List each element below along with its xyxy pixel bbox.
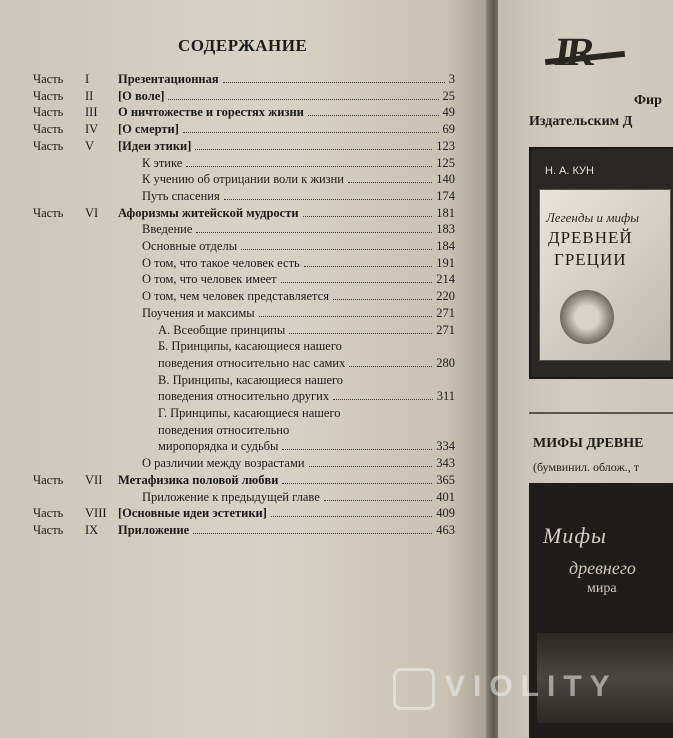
toc-part-number: II	[85, 88, 94, 103]
toc-row	[0, 189, 480, 206]
toc-leader-dots	[223, 82, 445, 83]
toc-row	[0, 490, 480, 507]
toc-row	[0, 222, 480, 239]
toc-leader-dots	[304, 266, 433, 267]
toc-part-number: VI	[85, 205, 99, 220]
toc-entry-title: Введение	[142, 222, 193, 237]
toc-entry-title: [О смерти]	[118, 122, 179, 137]
toc-row	[0, 323, 480, 340]
toc-row	[0, 172, 480, 189]
toc-leader-dots	[282, 483, 432, 484]
publisher-logo: IR	[551, 29, 595, 74]
toc-entry-title: О том, что такое человек есть	[142, 255, 300, 270]
toc-row	[0, 506, 480, 523]
toc-row	[0, 289, 480, 306]
toc-entry-title: поведения относительно нас самих	[158, 355, 346, 370]
toc-leader-dots	[193, 533, 432, 534]
toc-entry	[142, 239, 455, 254]
toc-part-label: Часть	[33, 105, 64, 120]
toc-part-label: Часть	[33, 205, 64, 220]
toc-entry-title: О различии между возрастами	[142, 456, 305, 471]
toc-row	[0, 356, 480, 373]
toc-leader-dots	[333, 299, 432, 300]
toc-row	[0, 523, 480, 540]
toc-leader-dots	[303, 216, 433, 217]
toc-entry	[158, 389, 455, 404]
toc-page-number: 311	[436, 389, 455, 404]
toc-entry	[142, 156, 455, 171]
toc-entry-title: Г. Принципы, касающиеся нашего	[158, 406, 341, 420]
toc-entry-title: Поучения и максимы	[142, 305, 255, 320]
toc-part-number: VIII	[85, 506, 107, 521]
toc-part-number: I	[85, 72, 90, 86]
toc-page-number: 343	[436, 456, 455, 471]
book-gutter	[486, 0, 498, 738]
book-title-line-2: ДРЕВНЕЙ	[548, 228, 633, 247]
toc-part-number: IX	[85, 522, 99, 537]
toc-row	[0, 272, 480, 289]
toc-entry	[158, 339, 455, 354]
watermark-text: VIOLITY	[445, 670, 618, 703]
toc-part-number: III	[85, 105, 98, 120]
book-title-line-3: ГРЕЦИИ	[554, 250, 627, 269]
toc-entry-title: О том, что человек имеет	[142, 272, 277, 287]
toc-part-label: Часть	[33, 472, 64, 487]
toc-entry	[142, 189, 455, 204]
toc-entry-title: [О воле]	[118, 88, 165, 103]
toc-entry	[158, 373, 455, 388]
toc-entry-title: Афоризмы житейской мудрости	[118, 205, 299, 220]
toc-leader-dots	[309, 466, 433, 467]
toc-row	[0, 256, 480, 273]
toc-page-number: 280	[436, 355, 455, 370]
toc-row	[0, 439, 480, 456]
toc-entry	[118, 139, 455, 154]
toc-part-number: V	[85, 138, 95, 153]
toc-page-number: 271	[436, 322, 455, 337]
toc-part-label: Часть	[33, 122, 64, 137]
toc-page-number: 123	[436, 138, 455, 153]
toc-page-number: 69	[442, 122, 455, 137]
book-author: Н. А. КУН	[545, 165, 594, 177]
toc-leader-dots	[224, 199, 433, 200]
toc-entry	[118, 89, 455, 104]
publisher-line-1: Фир	[634, 93, 662, 108]
toc-leader-dots	[289, 333, 432, 334]
toc-leader-dots	[333, 399, 433, 400]
toc-entry	[118, 523, 455, 538]
toc-part-number: IV	[85, 122, 99, 137]
book2-title-line-2: древнего	[569, 558, 636, 578]
toc-page-number: 191	[436, 255, 455, 270]
toc-row	[0, 389, 480, 406]
watermark-logo-icon	[393, 668, 435, 710]
toc-entry-title: [Основные идеи эстетики]	[118, 506, 267, 521]
toc-entry	[118, 72, 455, 87]
toc-page-number: 220	[436, 289, 455, 304]
medusa-medallion-icon	[560, 290, 614, 344]
toc-entry	[118, 122, 455, 137]
toc-entry	[158, 406, 455, 421]
toc-row	[0, 239, 480, 256]
toc-row	[0, 373, 480, 390]
toc-page-number: 49	[442, 105, 455, 120]
toc-page-number: 463	[436, 522, 455, 537]
toc-leader-dots	[282, 449, 432, 450]
toc-leader-dots	[196, 232, 432, 233]
toc-row	[0, 473, 480, 490]
toc-entry	[142, 306, 455, 321]
toc-page-number: 3	[448, 72, 455, 86]
book-cover-legends-greece	[529, 147, 673, 379]
toc-title: СОДЕРЖАНИЕ	[178, 36, 308, 55]
toc-entry	[142, 456, 455, 471]
toc-leader-dots	[324, 500, 433, 501]
toc-part-number: VII	[85, 472, 103, 487]
toc-row	[0, 72, 480, 89]
toc-leader-dots	[349, 366, 432, 367]
toc-page-number: 214	[436, 272, 455, 287]
book-cover-art	[539, 189, 671, 361]
toc-part-label: Часть	[33, 522, 64, 537]
toc-entry-title: К учению об отрицании воли к жизни	[142, 172, 344, 187]
publisher-line-2: Издательским Д	[529, 114, 633, 129]
toc-row	[0, 156, 480, 173]
toc-page-number: 334	[436, 439, 455, 454]
toc-row	[0, 122, 480, 139]
toc-entry	[142, 172, 455, 187]
book2-subtitle: (бумвинил. облож., т	[533, 460, 640, 474]
toc-leader-dots	[186, 166, 432, 167]
book-title-line-1: Легенды и мифы	[546, 210, 640, 225]
toc-entry-title: О ничтожестве и горестях жизни	[118, 105, 304, 120]
toc-leader-dots	[183, 132, 439, 133]
toc-page-number: 183	[436, 222, 455, 237]
toc-page-number: 401	[436, 489, 455, 504]
toc-entry-title: Путь спасения	[142, 188, 220, 203]
toc-page-number: 271	[436, 305, 455, 320]
toc-entry	[158, 439, 455, 454]
toc-row	[0, 339, 480, 356]
toc-row	[0, 456, 480, 473]
toc-row	[0, 406, 480, 423]
toc-leader-dots	[168, 99, 438, 100]
toc-entry-title: поведения относительно других	[158, 389, 330, 404]
toc-leader-dots	[271, 516, 432, 517]
toc-entry-title: Приложение	[118, 522, 190, 537]
book2-heading: МИФЫ ДРЕВНЕ	[533, 436, 644, 451]
toc-leader-dots	[281, 282, 433, 283]
toc-entry	[142, 256, 455, 271]
toc-entry	[158, 423, 455, 438]
toc-row	[0, 139, 480, 156]
toc-entry-title: О том, чем человек представляется	[142, 289, 329, 304]
toc-entry	[142, 272, 455, 287]
toc-entry-title: [Идеи этики]	[118, 138, 192, 153]
toc-page-number: 365	[436, 472, 455, 487]
toc-row	[0, 306, 480, 323]
toc-entry	[142, 289, 455, 304]
toc-entry	[118, 206, 455, 221]
toc-entry-title: Основные отделы	[142, 239, 238, 253]
toc-page-number: 409	[436, 506, 455, 521]
toc-entry-title: миропорядка и судьбы	[158, 439, 279, 454]
toc-row	[0, 89, 480, 106]
toc-leader-dots	[241, 249, 432, 250]
toc-entry-title: Приложение к предыдущей главе	[142, 489, 320, 504]
toc-leader-dots	[259, 316, 433, 317]
toc-part-label: Часть	[33, 138, 64, 153]
toc-row	[0, 206, 480, 223]
toc-page-number: 174	[436, 188, 455, 203]
book2-title-line-1: Мифы	[543, 523, 607, 548]
toc-entry-title: К этике	[142, 155, 183, 170]
toc-entry	[158, 323, 455, 338]
toc-entry-title: Б. Принципы, касающиеся нашего	[158, 339, 342, 354]
toc-entry	[142, 490, 455, 505]
toc-page-number: 181	[436, 205, 455, 220]
toc-entry	[142, 222, 455, 237]
toc-row	[0, 105, 480, 122]
toc-entry-title: В. Принципы, касающиеся нашего	[158, 372, 344, 387]
toc-leader-dots	[348, 182, 432, 183]
toc-entry	[118, 506, 455, 521]
toc-leader-dots	[195, 149, 432, 150]
toc-entry-title: поведения относительно	[158, 422, 290, 437]
toc-part-label: Часть	[33, 72, 64, 86]
toc-entry	[118, 473, 455, 488]
toc-page-number: 25	[442, 88, 455, 103]
toc-entry	[118, 105, 455, 120]
toc-leader-dots	[308, 115, 439, 116]
toc-page-number: 184	[436, 239, 455, 253]
page-divider	[529, 412, 673, 414]
book2-title-line-3: мира	[587, 581, 617, 596]
toc-entry-title: А. Всеобщие принципы	[158, 322, 286, 337]
toc-page-number: 125	[436, 155, 455, 170]
toc-page-number: 140	[436, 172, 455, 187]
toc-entry-title: Презентационная	[118, 72, 219, 86]
toc-part-label: Часть	[33, 88, 64, 103]
toc-row	[0, 423, 480, 440]
toc-entry-title: Метафизика половой любви	[118, 472, 279, 487]
toc-entry	[158, 356, 455, 371]
toc-part-label: Часть	[33, 506, 64, 521]
